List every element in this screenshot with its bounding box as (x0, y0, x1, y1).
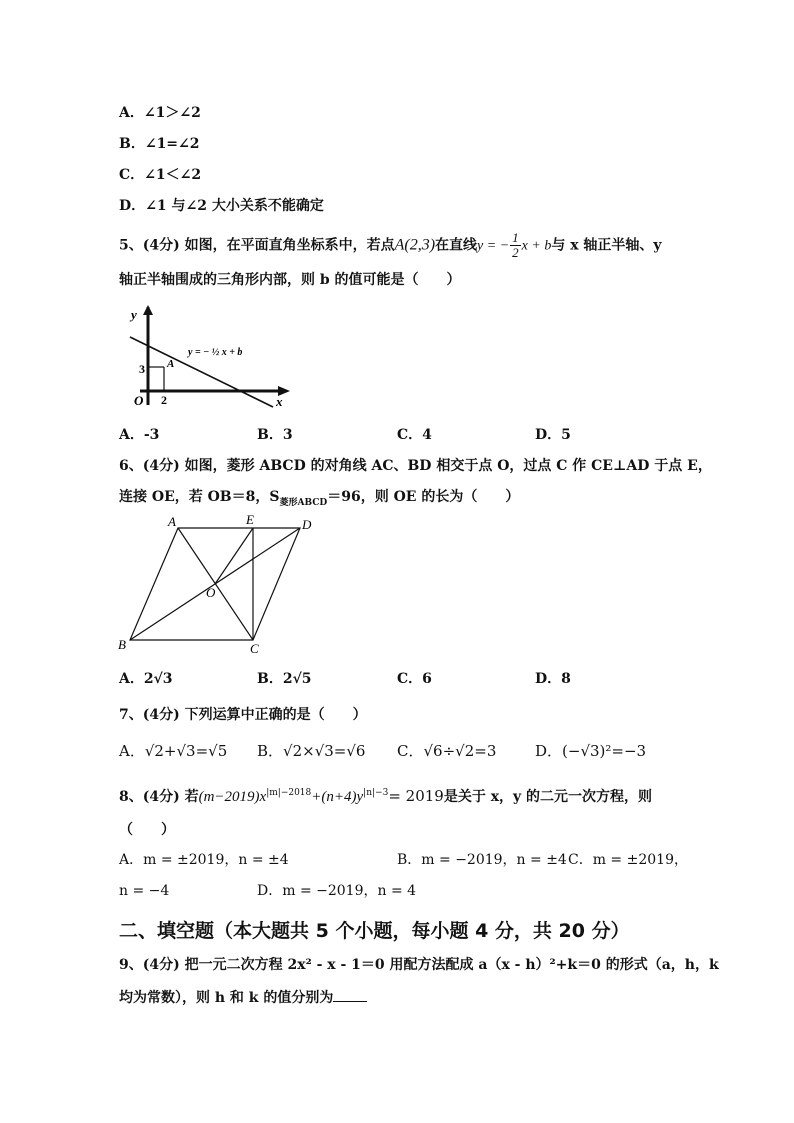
q4-option-d: D．∠1 与∠2 大小关系不能确定 (119, 198, 324, 214)
q5-frac-den: 2 (512, 245, 519, 260)
y-axis-arrow (143, 305, 153, 315)
q8-option-a: A．m = ±2019，n = ±4 (119, 852, 289, 868)
q8-paren: （ ） (119, 822, 175, 838)
q5-frac-num: 1 (512, 230, 519, 245)
q6-option-d: D．8 (535, 671, 571, 687)
q8-option-c-cont: n = −4 (119, 883, 170, 899)
q6-stem-line2 (119, 487, 519, 513)
q5-eq-right: x + b (521, 238, 552, 254)
q6-option-c: C．6 (397, 671, 432, 687)
q7-option-a: A．√2+√3=√5 (119, 742, 228, 760)
q9-stem-line2 (119, 987, 367, 1008)
q8-suffix: 是关于 x，y 的二元一次方程，则 (443, 789, 653, 805)
q8-prefix: 8、(4分) 若 (119, 789, 199, 805)
vertex-a-label: A (168, 514, 176, 529)
x-axis-label: x (276, 394, 283, 409)
q5-fraction (510, 231, 521, 260)
point-a-label: A (167, 358, 175, 370)
q8-term2: +(n+4)y (311, 789, 364, 805)
vertex-e-label: E (246, 512, 254, 527)
q5-stem-line1 (119, 231, 662, 260)
q4-option-c: C．∠1＜∠2 (119, 167, 202, 183)
vertex-o-label: O (206, 585, 216, 600)
q4-option-a: A．∠1＞∠2 (119, 105, 201, 121)
q7-stem: 7、(4分) 下列运算中正确的是（ ） (119, 707, 367, 723)
q7-option-d: D．(−√3)²=−3 (535, 742, 647, 760)
q6-option-a: A．2√3 (119, 671, 173, 687)
q7-option-b: B．√2×√3=√6 (257, 742, 366, 760)
q8-option-d: D．m = −2019，n = 4 (257, 883, 417, 899)
q5-mid: 在直线 (435, 237, 478, 254)
q8-option-b: B．m = −2019，n = ±4 (397, 852, 567, 868)
vertex-b-label: B (118, 637, 126, 652)
segment-oe (215, 528, 253, 584)
y-axis-label: y (131, 307, 137, 322)
q6-area-subscript: 菱形ABCD (279, 497, 328, 508)
q6-option-b: B．2√5 (257, 671, 312, 687)
q6-rhombus-figure (115, 512, 325, 657)
q8-exp2: |n|−3 (363, 788, 389, 798)
q9-stem-line1: 9、(4分) 把一元二次方程 2x² - x - 1＝0 用配方法配成 a（x - h）²+k＝0 的形式（a，h，k (119, 957, 719, 973)
origin-label: O (134, 393, 144, 408)
q4-option-b: B．∠1=∠2 (119, 136, 200, 152)
q5-option-b: B．3 (257, 427, 293, 443)
q5-option-a: A．-3 (119, 427, 160, 443)
q5-suffix: 与 x 轴正半轴、y (551, 237, 662, 254)
q5-prefix: 5、(4分) 如图，在平面直角坐标系中，若点 (119, 237, 395, 254)
q5-option-c: C．4 (397, 427, 432, 443)
q5-point: A(2,3) (394, 236, 436, 254)
tick-2-label: 2 (161, 393, 167, 407)
q5-stem-line2: 轴正半轴围成的三角形内部，则 b 的值可能是（ ） (119, 272, 461, 288)
q8-term1: (m−2019)x (198, 789, 267, 805)
q6-stem-line1: 6、(4分) 如图，菱形 ABCD 的对角线 AC、BD 相交于点 O，过点 C 作 CE⊥AD 于点 E， (119, 458, 712, 474)
q6-line2-b: ＝96，则 OE 的长为（ ） (327, 489, 520, 505)
equation-label: y = − ½ x + b (188, 347, 243, 358)
q5-eq-left: y = − (477, 238, 510, 254)
q7-option-c: C．√6÷√2=3 (397, 742, 497, 760)
q5-graph-figure (118, 305, 293, 410)
q9-line2-text: 均为常数），则 h 和 k 的值分别为 (119, 990, 334, 1006)
q6-line2-a: 连接 OE，若 OB＝8，S (119, 489, 280, 505)
vertex-c-label: C (250, 641, 259, 656)
q8-rhs: = 2019 (388, 787, 444, 805)
q5-option-d: D．5 (535, 427, 571, 443)
q8-exp1: |m|−2018 (266, 788, 312, 798)
section-title-fill-in: 二、填空题（本大题共 5 个小题，每小题 4 分，共 20 分） (119, 920, 630, 942)
vertex-d-label: D (302, 517, 312, 532)
q8-stem-line1 (119, 783, 652, 807)
q8-option-c: C．m = ±2019， (568, 852, 688, 868)
q9-answer-blank[interactable] (333, 987, 367, 1002)
tick-3-label: 3 (139, 362, 145, 376)
